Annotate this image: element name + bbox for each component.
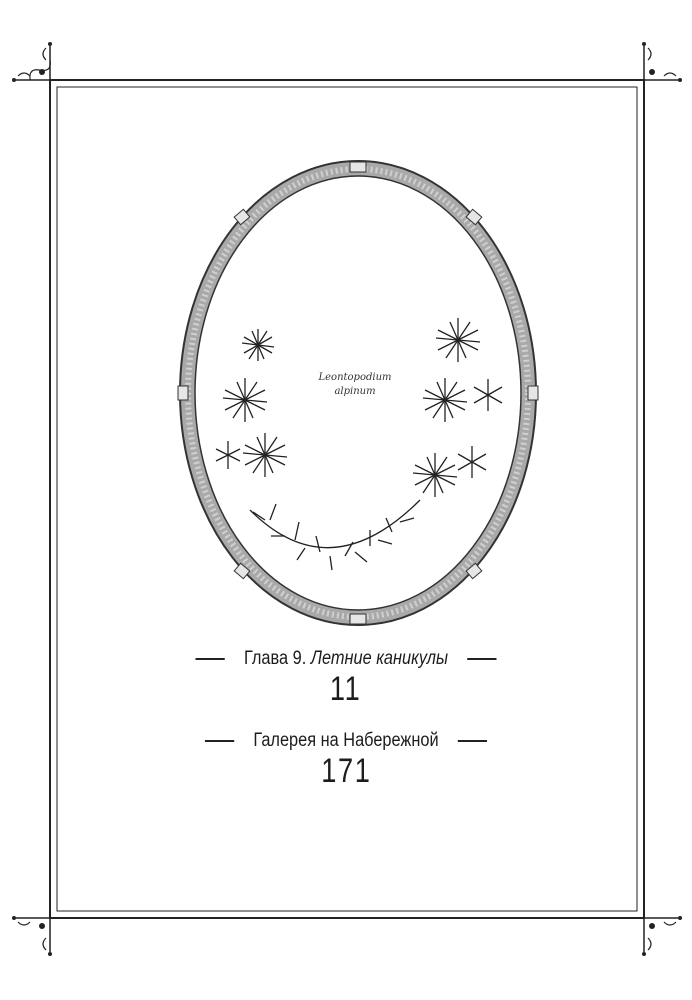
corner-fleuron-icon [12, 42, 84, 114]
corner-fleuron-icon [12, 884, 84, 956]
toc-chapter-title: Летние каникулы [310, 648, 449, 669]
toc-entry-1 [0, 648, 692, 709]
divider-dash [205, 740, 234, 742]
corner-fleuron-icon [610, 42, 682, 114]
toc-chapter-title: Галерея на Набережной [253, 730, 439, 751]
corner-fleuron-icon [610, 884, 682, 956]
toc-chapter-label: Глава 9. [243, 648, 307, 669]
divider-dash [458, 740, 487, 742]
toc-page-number: 11 [330, 670, 362, 708]
medallion-caption-line1: Leontopodium [318, 372, 392, 383]
toc-page-number: 171 [320, 752, 372, 790]
divider-dash [467, 658, 496, 660]
toc-entry-2 [0, 730, 692, 791]
medallion-caption-line2: alpinum [334, 386, 376, 397]
divider-dash [196, 658, 225, 660]
